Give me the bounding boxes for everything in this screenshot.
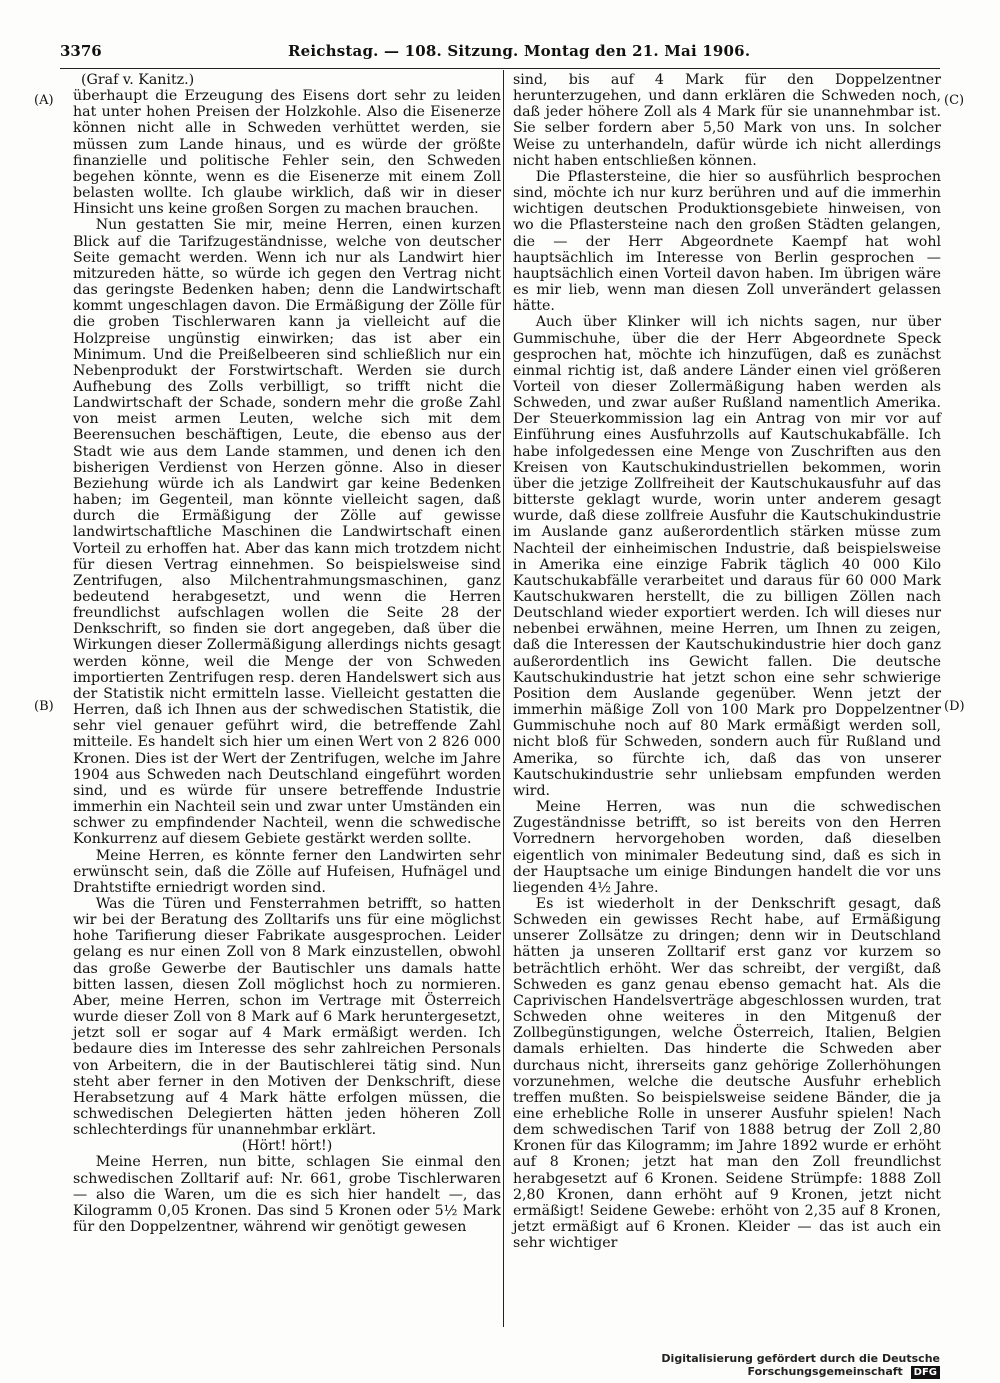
paragraph: überhaupt die Erzeugung des Eisens dort sehr zu leiden hat unter hohen Preisen der Holzkohle. Also die Eisenerze können nicht alle in Schweden verhüttet werden, sie müssen zum Lande hinaus, und es würde der größte finanzielle und politische Fehler sein, den Schweden begehen könnte, wenn es die Eisenerze mit einem Zoll belasten wollte. Ich glaube wirklich, daß wir in dieser Hinsicht uns keine großen Sorgen zu machen brauchen. xyxy=(73,88,501,218)
margin-mark-b: (B) xyxy=(34,699,54,714)
digitization-credit xyxy=(560,1352,940,1378)
page-header xyxy=(60,42,940,66)
interjection: (Hört! hört!) xyxy=(241,1138,333,1155)
paragraph: Meine Herren, es könnte ferner den Landwirten sehr erwünscht sein, daß die Zölle auf Hufeisen, Hufnägel und Drahtstifte erniedrigt worden sind. xyxy=(73,847,501,896)
paragraph: Auch über Klinker will ich nichts sagen, nur über Gummischuhe, über die der Herr Abgeordnete Speck gesprochen hat, möchte ich hinzufügen, daß es zunächst einmal richtig ist, daß andere Länder einen viel größeren Vorteil von dieser Zollermäßigung haben werden als Schweden, und zwar außer Rußland namentlich Amerika. Der Steuerkommission lag ein Antrag von mir vor auf Einführung eines Ausfuhrzolls auf Kautschukabfälle. Ich habe infolgedessen eine Menge von Zuschriften aus den Kreisen von Kautschukindustriellen bekommen, worin über die jetzige Zollfreiheit der Kautschukausfuhr auf das bitterste geklagt wurde, worin unter anderem gesagt wurde, daß diese zollfreie Ausfuhr die Kautschukindustrie im Auslande ganz außerordentlich stärken müsse zum Nachteil der einheimischen Industrie, daß beispielsweise in Amerika eine einzige Fabrik täglich 40 000 Kilo Kautschukabfälle verarbeitet und daraus für 60 000 Mark Kautschukwaren herstellt, die zu billigen Zöllen nach Deutschland wieder exportiert werden. Ich will dieses nur nebenbei erwähnen, meine Herren, um Ihnen zu zeigen, daß die Interessen der Kautschukindustrie hier doch ganz außerordentlich ins Gewicht fallen. Die deutsche Kautschukindustrie hat jetzt schon eine sehr schwierige Position dem Auslande gegenüber. Wenn jetzt der immerhin mäßige Zoll von 100 Mark pro Doppelzentner Gummischuhe noch auf 80 Mark ermäßigt werden soll, nicht bloß für Schweden, sondern auch für Rußland und Amerika, so fürchte ich, daß das von unserer Kautschukindustrie sehr unliebsam empfunden werden wird. xyxy=(513,314,941,799)
right-column xyxy=(513,72,941,1251)
page-number: 3376 xyxy=(60,42,102,60)
paragraph: Nun gestatten Sie mir, meine Herren, einen kurzen Blick auf die Tarifzugeständnisse, welche von deutscher Seite gemacht werden. Wenn ich nur als Landwirt hier mitzureden hätte, so würde ich gegen den Vertrag nicht das geringste Bedenken haben; denn die Landwirtschaft kommt ungeschlagen davon. Die Ermäßigung der Zölle für die groben Tischlerwaren kann ja vielleicht auf die Holzpreise ungünstig einwirken; das ist aber ein Minimum. Und die Preißelbeeren sind schließlich nur ein Nebenprodukt der Forstwirtschaft. Werden sie durch Aufhebung des Zolls verbilligt, so trifft nicht die Landwirtschaft der Schade, sondern mehr die große Zahl von meist armen Leuten, welche sich mit dem Beerensuchen beschäftigen, Leute, die ebenso aus der Stadt wie aus dem Lande stammen, und denen ich den bisherigen Verdienst von Herzen gönne. Also in dieser Beziehung würde ich als Landwirt gar keine Bedenken haben; im Gegenteil, man könnte vielleicht sagen, daß durch die Ermäßigung der Zölle auf gewisse landwirtschaftliche Maschinen die Landwirtschaft einen Vorteil zu erhoffen hat. Aber das kann mich trotzdem nicht für diesen Vertrag einnehmen. So beispielsweise sind Zentrifugen, also Milchentrahmungsmaschinen, ganz bedeutend herabgesetzt, und wenn die Herren freundlichst aufschlagen wollen die Seite 28 der Denkschrift, so finden sie dort angegeben, daß über die Wirkungen dieser Zollermäßigung allerdings nichts gesagt werden könne, weil die Menge der von Schweden importierten Zentrifugen resp. deren Handelswert sich aus der Statistik nicht ermitteln lasse. Vielleicht gestatten die Herren, daß ich Ihnen aus der schwedischen Statistik, die sehr viel genauer geführt wird, die betreffende Zahl mitteile. Es handelt sich hier um einen Wert von 2 826 000 Kronen. Dies ist der Wert der Zentrifugen, welche im Jahre 1904 aus Schweden nach Deutschland eingeführt worden sind, und es würde für unsere betreffende Industrie immerhin ein Nachteil sein und zwar unter Umständen ein schwer zu empfindender Nachteil, wenn die schwedische Konkurrenz auf diesem Gebiete gestärkt werden sollte. xyxy=(73,217,501,848)
paragraph: Es ist wiederholt in der Denkschrift gesagt, daß Schweden ein gewisses Recht habe, auf Ermäßigung unserer Zollsätze zu dringen; denn wir in Deutschland hätten ja unseren Zolltarif erst ganz vor kurzem so beträchtlich erhöht. Wer das schreibt, der vergißt, daß Schweden es ganz genau ebenso gemacht hat. Als die Caprivischen Handelsverträge abgeschlossen wurden, trat Schweden ohne weiteres in den Mitgenuß der Zollbegünstigungen, welche Österreich, Italien, Belgien damals erhielten. Das hinderte die Schweden aber durchaus nicht, ihrerseits ganz gehörige Zollerhöhungen vorzunehmen, welche die deutsche Ausfuhr erheblich treffen mußten. So beispielsweise seidene Bänder, die ja eine erhebliche Rolle in unserer Ausfuhr spielen! Nach dem schwedischen Tarif von 1888 betrug der Zoll 2,80 Kronen für das Kilogramm; im Jahre 1892 wurde er erhöht auf 8 Kronen; jetzt hat man den Zoll freundlichst herabgesetzt auf 6 Kronen. Seidene Strümpfe: 1888 Zoll 2,80 Kronen, dann erhöht auf 9 Kronen, jetzt nicht ermäßigt! Seidene Gewebe: erhöht von 2,35 auf 8 Kronen, jetzt ermäßigt auf 6 Kronen. Kleider — das ist auch ein sehr wichtiger xyxy=(513,895,941,1252)
paragraph: Was die Türen und Fensterrahmen betrifft, so hatten wir bei der Beratung des Zolltarifs uns für eine möglichst hohe Tarifierung dieser Fabrikate ausgesprochen. Leider gelang es nur einen Zoll von 8 Mark einzustellen, obwohl das große Gewerbe der Bautischler uns damals hatte bitten lassen, diesen Zoll möglichst hoch zu normieren. Aber, meine Herren, schon im Vertrage mit Österreich wurde dieser Zoll von 8 Mark auf 6 Mark heruntergesetzt, jetzt soll er sogar auf 4 Mark ermäßigt werden. Ich bedaure dies im Interesse des sehr zahlreichen Personals von Arbeitern, die in der Bautischlerei tätig sind. Nun steht aber ferner in den Motiven der Denkschrift, diese Herabsetzung auf 4 Mark hätte erfolgen müssen, die schwedischen Delegierten hätten jeden höheren Zoll schlechterdings für unannehmbar erklärt. xyxy=(73,895,501,1139)
margin-mark-a: (A) xyxy=(34,93,54,108)
paragraph: Die Pflastersteine, die hier so ausführlich besprochen sind, möchte ich nur kurz berühren und auf die immerhin wichtigen deutschen Produktionsgebiete hinweisen, von wo die Pflastersteine nach den großen Städten gelangen, die — der Herr Abgeordnete Kaempf hat wohl hauptsächlich im Interesse von Berlin gesprochen — hauptsächlich einen Vorteil davon haben. Im übrigen wäre es mir lieb, wenn man diesen Zoll unverändert gelassen hätte. xyxy=(513,168,941,315)
paragraph: sind, bis auf 4 Mark für den Doppelzentner herunterzugehen, und dann erklären die Schweden noch, daß jeder höhere Zoll als 4 Mark für sie unannehmbar ist. Sie selber fordern aber 5,50 Mark von uns. In solcher Weise zu unterhandeln, dafür würde ich nicht allerdings nicht haben entschließen können. xyxy=(513,72,941,169)
header-rule xyxy=(60,68,940,69)
dfg-logo: DFG xyxy=(911,1366,940,1379)
running-title: Reichstag. — 108. Sitzung. Montag den 21. Mai 1906. xyxy=(288,42,751,60)
margin-mark-d: (D) xyxy=(944,699,965,714)
paragraph: Meine Herren, nun bitte, schlagen Sie einmal den schwedischen Zolltarif auf: Nr. 661, grobe Tischlerwaren — also die Waren, um die es sich hier handelt —, das Kilogramm 0,05 Kronen. Das sind 5 Kronen oder 5½ Mark für den Doppelzentner, während wir genötigt gewesen xyxy=(73,1154,501,1236)
paragraph: Meine Herren, was nun die schwedischen Zugeständnisse betrifft, so ist bereits von den Herren Vorrednern hervorgehoben worden, daß dieselben eigentlich von minimaler Bedeutung sind, daß es sich in der Hauptsache um einige Bindungen handelt die vor uns liegenden 4½ Jahre. xyxy=(513,799,941,896)
left-column xyxy=(73,72,501,1235)
credit-text: Digitalisierung gefördert durch die Deutsche Forschungsgemeinschaft xyxy=(661,1352,940,1378)
speaker-label: (Graf v. Kanitz.) xyxy=(81,72,195,88)
margin-mark-c: (C) xyxy=(944,93,965,108)
column-divider xyxy=(503,70,504,1327)
